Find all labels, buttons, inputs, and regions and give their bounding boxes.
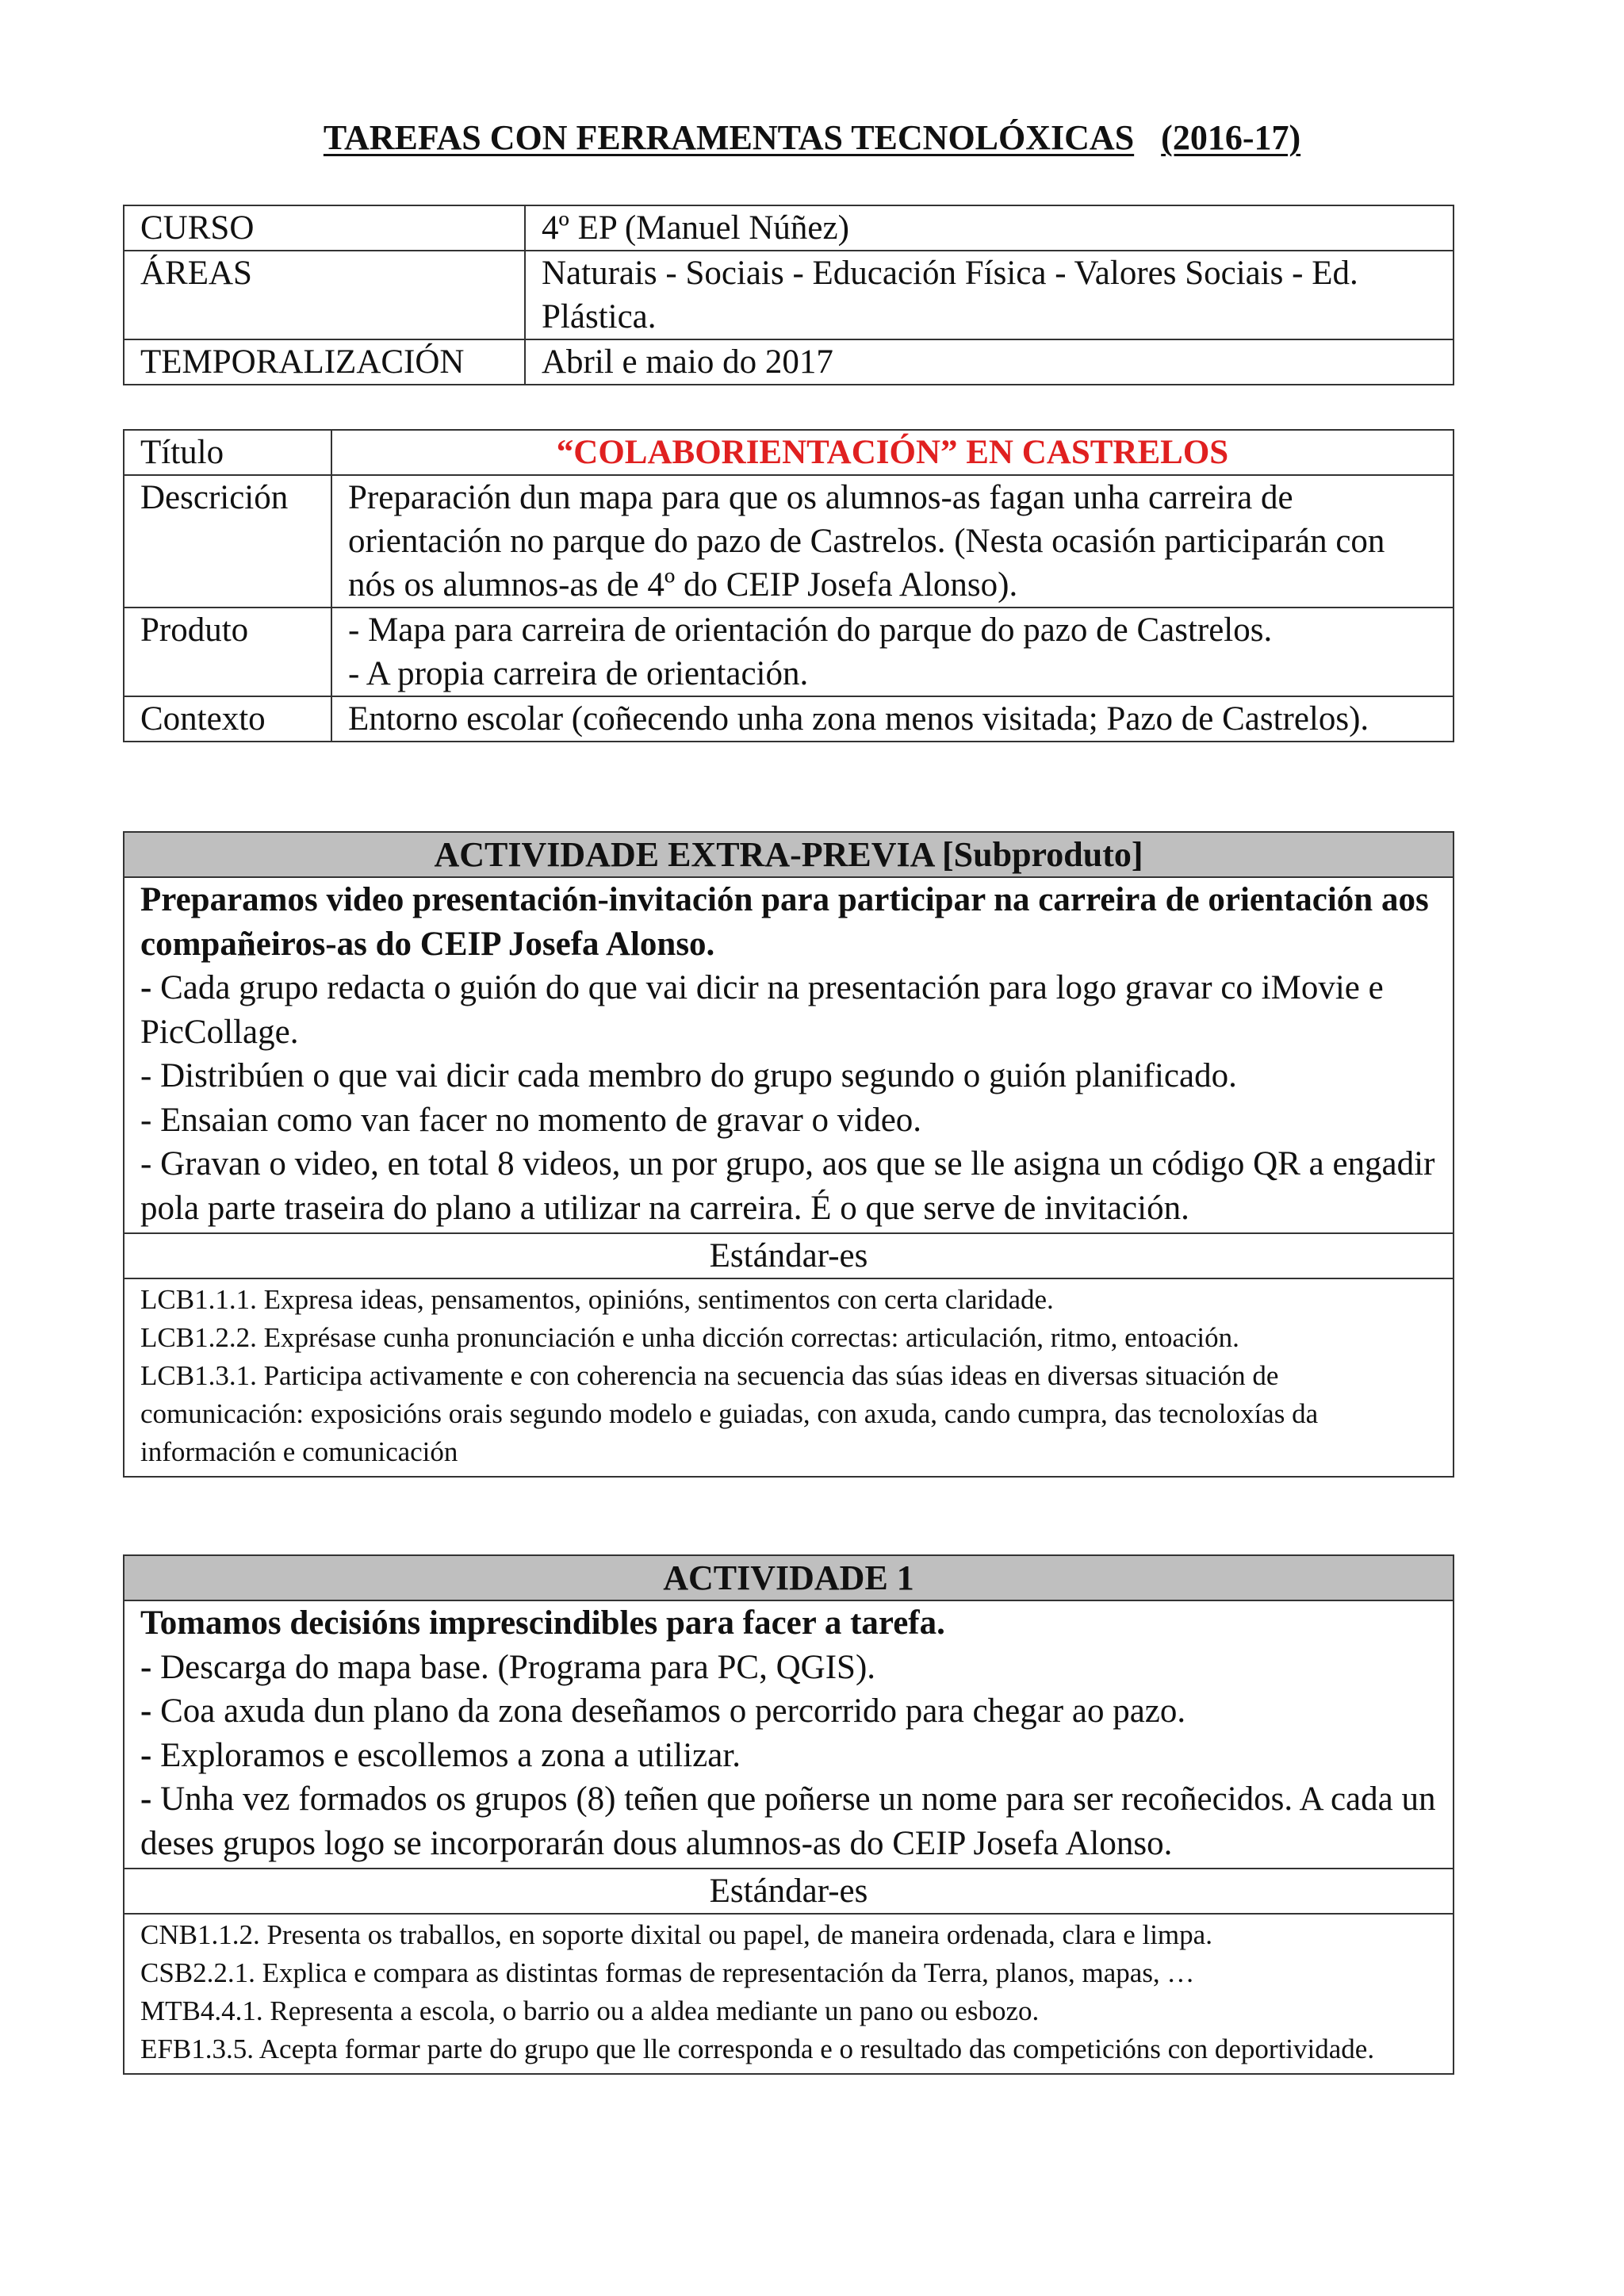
standards-list <box>124 1278 1454 1477</box>
context-label: Contexto <box>124 696 331 742</box>
table-row <box>124 1869 1454 1914</box>
list-item-dash: - <box>140 1648 152 1686</box>
activity-1-lead: Tomamos decisións imprescindibles para facer a tarefa. <box>140 1604 945 1642</box>
table-row <box>124 205 1454 251</box>
page-title-text: TAREFAS CON FERRAMENTAS TECNOLÓXICAS <box>323 118 1135 157</box>
list-item-text: - Ensaian como van facer no momento de gravar o video. <box>140 1101 922 1139</box>
table-row <box>124 430 1454 475</box>
areas-value: Naturais - Sociais - Educación Física - Valores Sociais - Ed. Plástica. <box>525 251 1454 339</box>
course-table <box>123 205 1454 385</box>
list-item <box>140 1689 1437 1734</box>
product-value <box>331 608 1454 696</box>
list-item <box>140 1777 1437 1865</box>
standard-item: CSB2.2.1. Explica e compara as distintas formas de representación da Terra, planos, mapas, … <box>140 1957 1195 1988</box>
task-table <box>123 429 1454 742</box>
list-item-text: - Distribúen o que vai dicir cada membro do grupo segundo o guión planificado. <box>140 1057 1237 1094</box>
description-value: Preparación dun mapa para que os alumnos-as fagan unha carreira de orientación no parque do pazo de Castrelos. (Nesta ocasión participarán con nós os alumnos-as de 4º do CEIP Josefa Alonso). <box>331 475 1454 608</box>
standard-item: MTB4.4.1. Representa a escola, o barrio ou a aldea mediante un pano ou esbozo. <box>140 1995 1040 2026</box>
table-row <box>124 1914 1454 2074</box>
product-label: Produto <box>124 608 331 696</box>
title-label: Título <box>124 430 331 475</box>
activity-1-header: ACTIVIDADE 1 <box>124 1555 1454 1600</box>
areas-label: ÁREAS <box>124 251 525 339</box>
list-item <box>140 966 1437 1054</box>
standard-item: EFB1.3.5. Acepta formar parte do grupo que lle corresponda e o resultado das competicións con deportividade. <box>140 2033 1375 2064</box>
timing-label: TEMPORALIZACIÓN <box>124 339 525 385</box>
list-item <box>140 1054 1437 1098</box>
timing-value: Abril e maio do 2017 <box>525 339 1454 385</box>
course-value: 4º EP (Manuel Núñez) <box>525 205 1454 251</box>
page-title-year: (2016-17) <box>1161 118 1301 157</box>
list-item-text: Unha vez formados os grupos (8) teñen que poñerse un nome para ser recoñecidos. A cada un deses grupos logo se incorporarán dous alumnos-as do CEIP Josefa Alonso. <box>140 1780 1436 1862</box>
table-row <box>124 832 1454 877</box>
table-row <box>124 1278 1454 1477</box>
context-value: Entorno escolar (coñecendo unha zona menos visitada; Pazo de Castrelos). <box>331 696 1454 742</box>
activity-extra-lead: Preparamos video presentación-invitación para participar na carreira de orientación aos compañeiros-as do CEIP Josefa Alonso. <box>140 881 1429 963</box>
standard-item: LCB1.2.2. Exprésase cunha pronunciación e unha dicción correctas: articulación, ritmo, entoación. <box>140 1322 1239 1353</box>
list-item-dash: - <box>140 1780 152 1818</box>
activity-extra-header: ACTIVIDADE EXTRA-PREVIA [Subproduto] <box>124 832 1454 877</box>
activity-1-table <box>123 1554 1454 2075</box>
standard-item: CNB1.1.2. Presenta os traballos, en soporte dixital ou papel, de maneira ordenada, clara e limpa. <box>140 1919 1212 1950</box>
list-item-text: Descarga do mapa base. (Programa para PC, QGIS). <box>151 1648 876 1686</box>
activity-1-body <box>124 1600 1454 1869</box>
list-item-text: Cada grupo redacta o guión do que vai dicir na presentación para logo gravar co iMovie e PicCollage. <box>140 969 1384 1051</box>
table-row <box>124 608 1454 696</box>
table-row <box>124 1233 1454 1278</box>
product-line: - Mapa para carreira de orientación do parque do pazo de Castrelos. <box>348 611 1273 649</box>
standard-item: LCB1.1.1. Expresa ideas, pensamentos, opinións, sentimentos con certa claridade. <box>140 1284 1054 1315</box>
list-item <box>140 1734 1437 1778</box>
page-title <box>0 116 1624 160</box>
standards-header: Estándar-es <box>124 1233 1454 1278</box>
list-item-dash: - <box>140 1736 152 1774</box>
course-label: CURSO <box>124 205 525 251</box>
activity-extra-table <box>123 831 1454 1478</box>
table-row <box>124 1600 1454 1869</box>
table-row <box>124 696 1454 742</box>
product-line: - A propia carreira de orientación. <box>348 655 809 692</box>
list-item <box>140 1646 1437 1690</box>
description-label: Descrición <box>124 475 331 608</box>
list-item <box>140 1098 1437 1143</box>
table-row <box>124 339 1454 385</box>
list-item <box>140 1142 1437 1230</box>
task-title: “COLABORIENTACIÓN” EN CASTRELOS <box>331 430 1454 475</box>
list-item-dash: - <box>140 1692 152 1730</box>
table-row <box>124 1555 1454 1600</box>
table-row <box>124 475 1454 608</box>
standards-header: Estándar-es <box>124 1869 1454 1914</box>
list-item-dash: - <box>140 969 152 1006</box>
list-item-text: Coa axuda dun plano da zona deseñamos o percorrido para chegar ao pazo. <box>151 1692 1186 1730</box>
table-row <box>124 877 1454 1233</box>
standard-item: LCB1.3.1. Participa activamente e con coherencia na secuencia das súas ideas en diversas situación de comunicación: exposicións orais segundo modelo e guiadas, con axuda, cando cumpra, das tecnoloxías da información e comunicación <box>140 1360 1319 1467</box>
standards-list <box>124 1914 1454 2074</box>
list-item-text: Exploramos e escollemos a zona a utilizar. <box>151 1736 741 1774</box>
list-item-text: - Gravan o video, en total 8 videos, un por grupo, aos que se lle asigna un código QR a engadir pola parte traseira do plano a utilizar na carreira. É o que serve de invitación. <box>140 1145 1435 1227</box>
table-row <box>124 251 1454 339</box>
activity-extra-body <box>124 877 1454 1233</box>
